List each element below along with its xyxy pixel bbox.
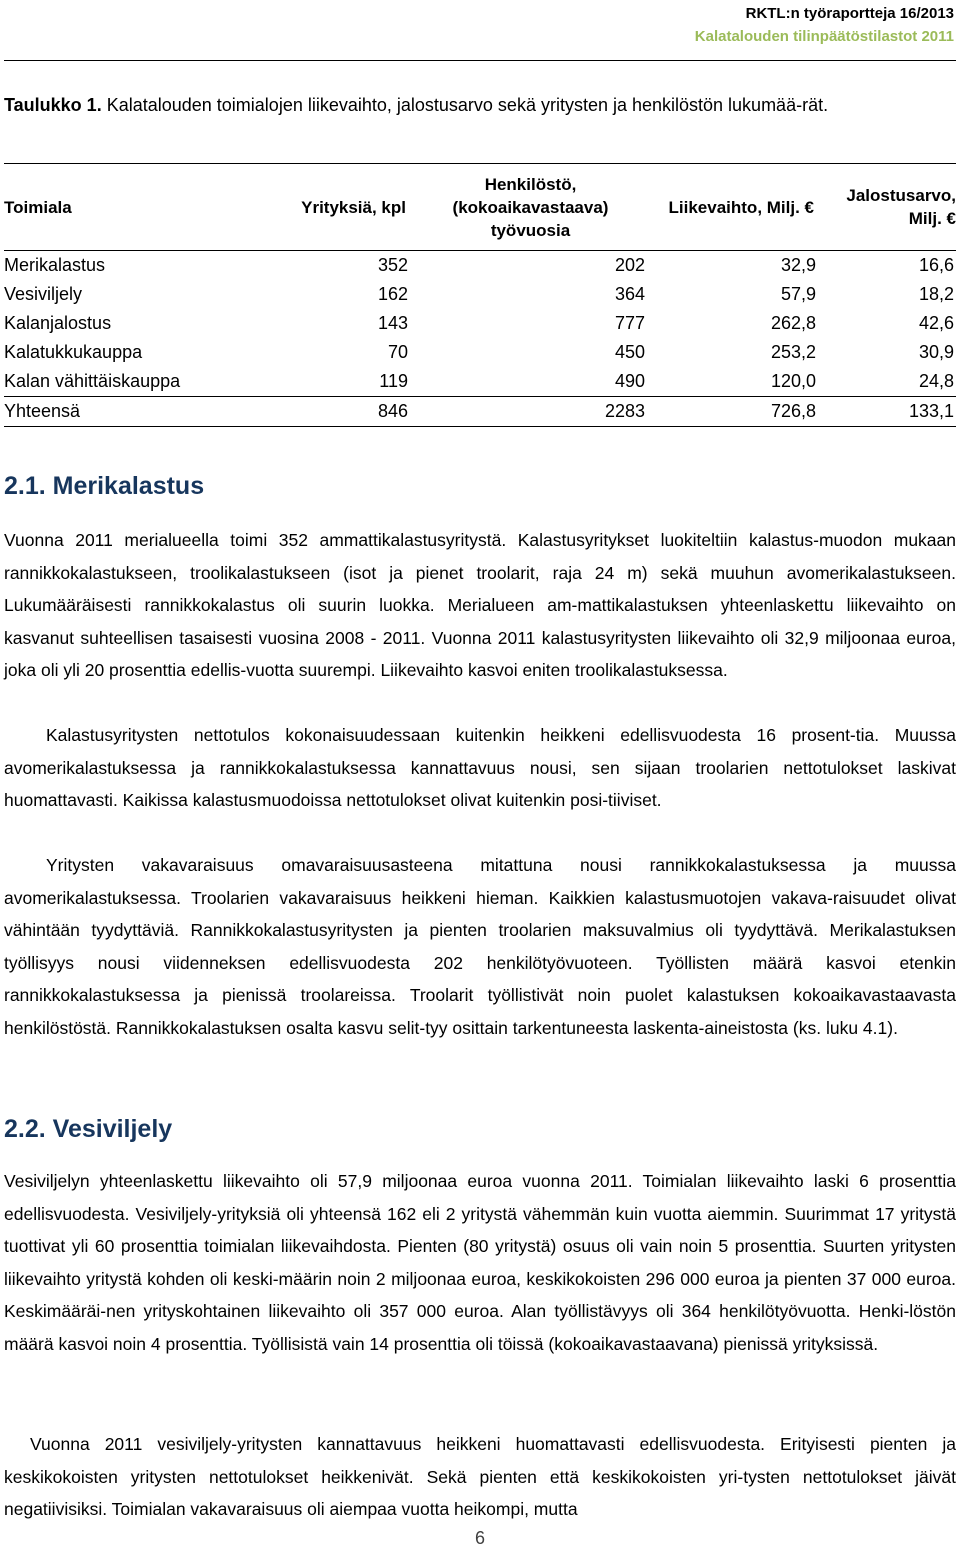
cell-liikevaihto: 120,0 bbox=[770, 371, 816, 391]
table-caption-label: Taulukko 1. bbox=[4, 95, 102, 115]
cell-yrityksia: 70 bbox=[387, 342, 408, 362]
cell-yrityksia: 352 bbox=[204, 251, 410, 281]
table-caption-text: Kalatalouden toimialojen liikevaihto, jalostusarvo sekä yritysten ja henkilöstön lukumää-rät. bbox=[101, 95, 829, 115]
cell-jalostusarvo: 42,6 bbox=[918, 313, 954, 333]
cell-henkilosto: 450 bbox=[614, 342, 645, 362]
table-row bbox=[4, 367, 956, 397]
table-total-row bbox=[4, 397, 956, 427]
cell-yrityksia: 846 bbox=[204, 397, 410, 427]
cell-jalostusarvo: 18,2 bbox=[918, 284, 954, 304]
cell-jalostusarvo: 30,9 bbox=[918, 342, 954, 362]
table-row bbox=[4, 251, 956, 281]
cell-henkilosto: 202 bbox=[410, 251, 647, 281]
page-number: 6 bbox=[474, 1528, 485, 1548]
table-caption bbox=[4, 92, 956, 118]
paragraph: Vuonna 2011 vesiviljely-yritysten kannattavuus heikkeni huomattavasti edellisvuodesta. Erityisesti pienten ja keskikokoisten yritysten nettotulokset heikkenivät. Sekä pienten että keskikokoisten yri-tysten nettotulokset jäivät negatiivisiksi. Toimialan vakavaraisuus oli aiempaa vuotta heikompi, mutta bbox=[4, 1434, 956, 1520]
cell-henkilosto: 490 bbox=[614, 371, 645, 391]
table-row bbox=[4, 309, 956, 338]
cell-liikevaihto: 726,8 bbox=[647, 397, 818, 427]
paragraph: Yritysten vakavaraisuus omavaraisuusasteena mitattuna nousi rannikkokalastuksessa ja muussa avomerikalastuksessa. Troolarien vakavaraisuus heikkeni hieman. Kaikkien kalastusmuotojen vakava-raisuudet olivat vähintään tyydyttäviä. Rannikkokalastusyritysten ja pienten troolarien maksuvalmius oli tyydyttävä. Merikalastuksen työllisyys nousi viidenneksen edellisvuodesta 202 henkilötyövuoteen. Työllisten määrä kasvoi etenkin rannikkokalastuksessa ja pienissä troolareissa. Troolarit työllistivät noin puolet kalastuksen kokoaikavastaavasta henkilöstöstä. Rannikkokalastuksen osalta kasvu selit-tyy osittain tarkentuneesta laskenta-aineistosta (ks. luku 4.1). bbox=[4, 855, 956, 1038]
col-liikevaihto: Liikevaihto, Milj. € bbox=[647, 164, 818, 251]
cell-henkilosto: 777 bbox=[614, 313, 645, 333]
cell-henkilosto: 2283 bbox=[410, 397, 647, 427]
table-row bbox=[4, 280, 956, 309]
header-divider bbox=[4, 60, 956, 61]
col-yrityksia: Yrityksiä, kpl bbox=[204, 164, 410, 251]
cell-yrityksia: 162 bbox=[377, 284, 408, 304]
section-heading-merikalastus: 2.1. Merikalastus bbox=[4, 472, 205, 500]
paragraph: Kalastusyritysten nettotulos kokonaisuudessaan kuitenkin heikkeni edellisvuodesta 16 prosent-tia. Muussa avomerikalastuksessa ja rannikkokalastuksessa kannattavuus nousi, sen sijaan troolarien nettotulokset laskivat huomattavasti. Kaikissa kalastusmuodoissa nettotulokset olivat kuitenkin posi-tiiviset. bbox=[4, 725, 956, 811]
col-henkilosto: Henkilöstö, (kokoaikavastaava) työvuosia bbox=[410, 164, 647, 251]
table-row bbox=[4, 338, 956, 367]
series-title: RKTL:n työraportteja 16/2013 bbox=[745, 5, 954, 22]
running-header bbox=[695, 2, 954, 48]
cell-liikevaihto: 253,2 bbox=[770, 342, 816, 362]
cell-liikevaihto: 262,8 bbox=[770, 313, 816, 333]
row-name: Yhteensä bbox=[4, 397, 204, 427]
row-name: Kalanjalostus bbox=[4, 313, 112, 333]
cell-yrityksia: 119 bbox=[379, 371, 408, 391]
row-name: Kalatukkukauppa bbox=[4, 342, 143, 362]
row-name: Merikalastus bbox=[4, 251, 204, 281]
cell-henkilosto: 364 bbox=[614, 284, 645, 304]
col-jalostusarvo: Jalostusarvo, Milj. € bbox=[818, 164, 956, 251]
paragraph: Vesiviljelyn yhteenlaskettu liikevaihto oli 57,9 miljoonaa euroa vuonna 2011. Toimialan liikevaihto laski 6 prosenttia edellisvuodesta. Vesiviljely-yrityksiä oli yhteensä 162 eli 2 yritystä vähemmän kuin vuotta aiemmin. Suurimmat 17 yritystä tuottivat yli 60 prosenttia toimialan liikevaihdosta. Pienten (80 yritystä) osuus oli vain noin 5 prosenttia. Suurten yritysten liikevaihto yritystä kohden oli keski-määrin noin 2 miljoonaa euroa, keskikokoisten 296 000 euroa ja pienten 37 000 euroa. Keskimääräi-nen yrityskohtainen liikevaihto oli 357 000 euroa. Alan työllistävyys oli 364 henkilötyövuotta. Henki-löstön määrä kasvoi noin 4 prosenttia. Työllisistä vain 14 prosenttia oli töissä (kokoaikavastaavana) pienissä yrityksissä. bbox=[4, 1171, 956, 1354]
cell-jalostusarvo: 16,6 bbox=[818, 251, 956, 281]
cell-yrityksia: 143 bbox=[377, 313, 408, 333]
row-name: Kalan vähittäiskauppa bbox=[4, 371, 181, 391]
report-title: Kalatalouden tilinpäätöstilastot 2011 bbox=[694, 28, 954, 45]
cell-jalostusarvo: 24,8 bbox=[918, 371, 954, 391]
row-name: Vesiviljely bbox=[4, 284, 83, 304]
paragraph: Vuonna 2011 merialueella toimi 352 ammattikalastusyritystä. Kalastusyritykset luokiteltiin kalastus-muodon mukaan rannikkokalastukseen, troolikalastukseen (isot ja pienet troolarit, raja 24 m) sekä muuhun avomerikalastukseen. Lukumääräisesti rannikkokalastus oli suurin luokka. Merialueen am-mattikalastuksen yhteenlaskettu liikevaihto on kasvanut suhteellisen tasaisesti vuosina 2008 - 2011. Vuonna 2011 kalastusyritysten liikevaihto oli 32,9 miljoonaa euroa, joka oli yli 20 prosenttia edellis-vuotta suurempi. Liikevaihto kasvoi eniten troolikalastuksessa. bbox=[4, 530, 956, 681]
table-header-row bbox=[4, 164, 956, 251]
col-toimiala: Toimiala bbox=[4, 164, 204, 251]
section-heading-vesiviljely: 2.2. Vesiviljely bbox=[4, 1115, 173, 1143]
cell-jalostusarvo: 133,1 bbox=[818, 397, 956, 427]
cell-liikevaihto: 57,9 bbox=[780, 284, 816, 304]
industry-table bbox=[4, 163, 956, 427]
cell-liikevaihto: 32,9 bbox=[647, 251, 818, 281]
